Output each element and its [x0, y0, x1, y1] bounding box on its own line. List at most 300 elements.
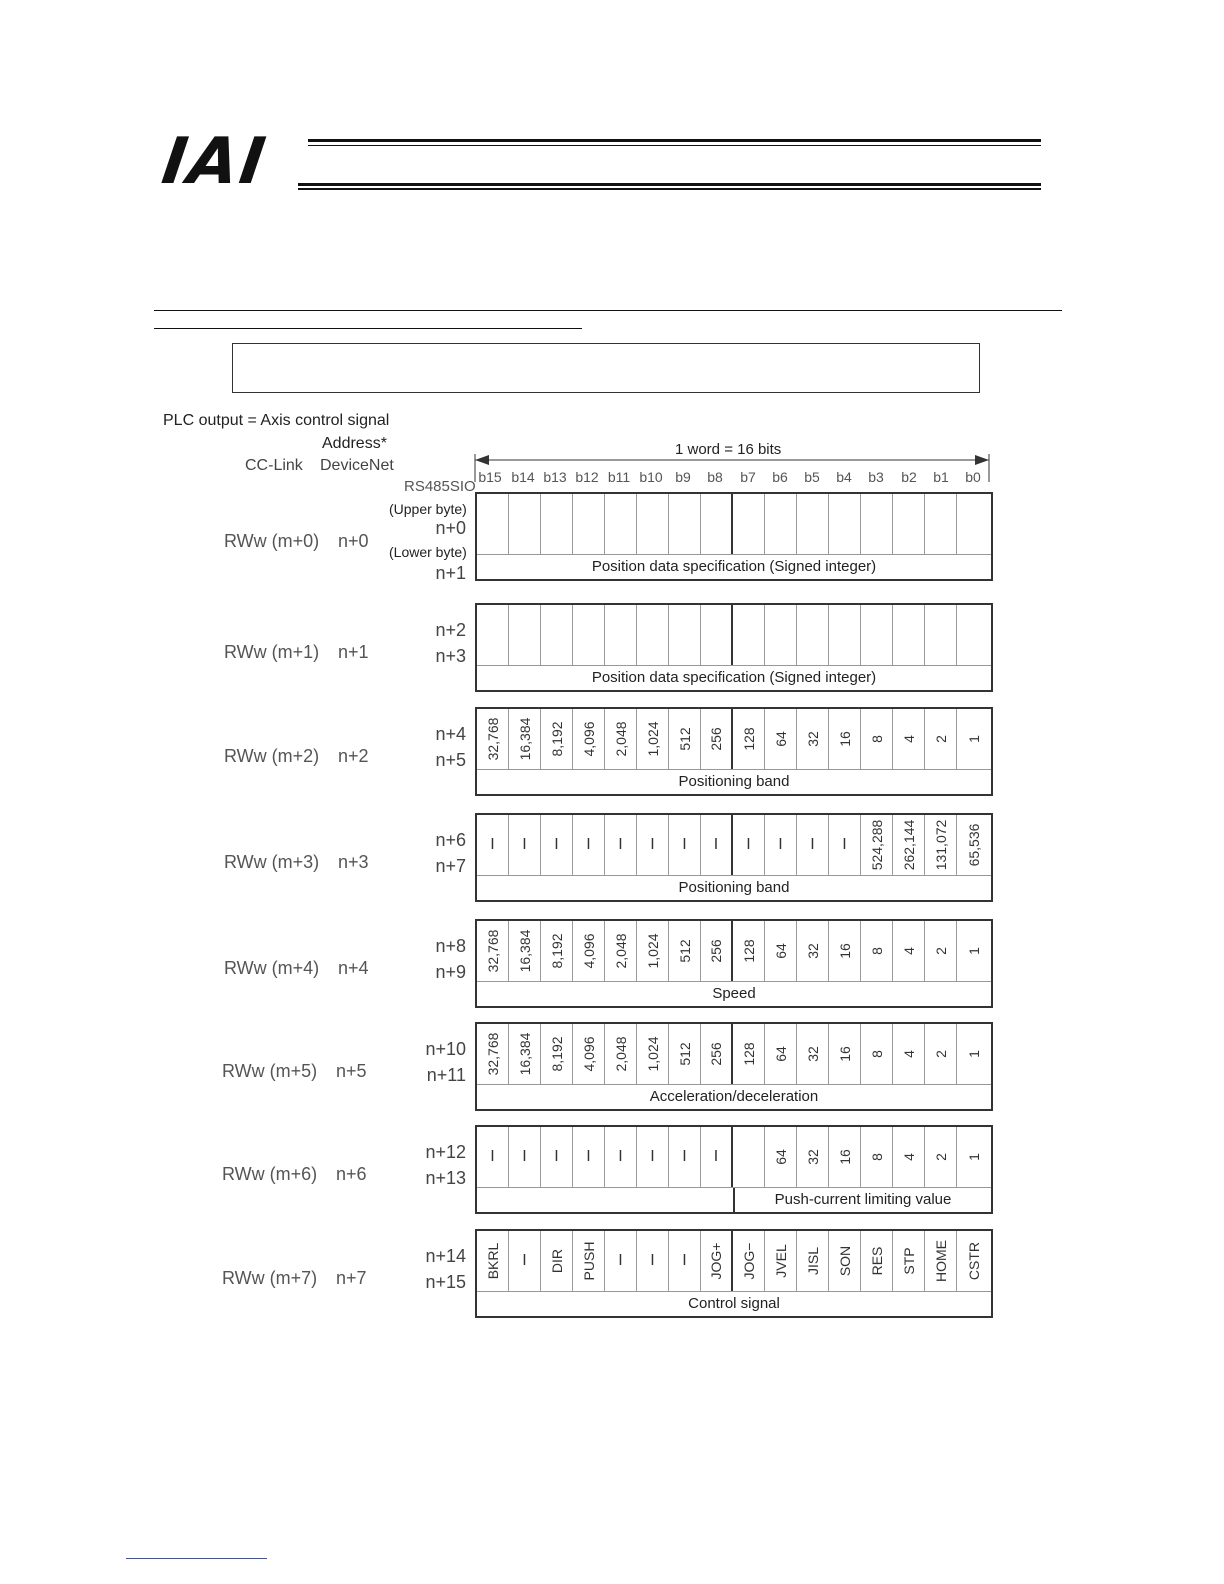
bit-value-label: 256	[708, 1042, 724, 1066]
bit-cell	[893, 1127, 925, 1187]
bit-value-label: 1,024	[644, 721, 661, 757]
bit-cell	[765, 1231, 797, 1291]
bit-cell	[797, 709, 829, 769]
bit-cell	[573, 494, 605, 554]
bit-cell	[605, 1024, 637, 1084]
bit-cell	[669, 815, 701, 875]
bit-cells	[477, 605, 991, 666]
bit-cell	[669, 1231, 701, 1291]
row-rs485-address-b: n+15	[425, 1272, 466, 1292]
bit-cell	[477, 1127, 509, 1187]
bit-cells	[477, 815, 991, 876]
bit-cell	[957, 921, 990, 981]
bit-cell	[765, 921, 797, 981]
bit-value-label: 2,048	[612, 1036, 629, 1072]
unused-bit-marker: I	[682, 836, 687, 853]
row-caption	[477, 1292, 991, 1316]
bit-cell	[829, 709, 861, 769]
address-label: Address*	[322, 435, 387, 452]
bit-value-label: SON	[836, 1245, 853, 1277]
bit-value-label: 16	[836, 1046, 853, 1062]
bit-value-label: 64	[772, 943, 789, 959]
bit-cell	[477, 1024, 509, 1084]
bit-value-label: 64	[772, 1046, 789, 1062]
bit-header-b5: b5	[804, 469, 820, 485]
bit-value-label: 128	[740, 1042, 757, 1066]
unused-bit-marker: I	[713, 836, 719, 853]
bit-cell	[509, 815, 541, 875]
bit-cell	[701, 815, 733, 875]
unused-bit-marker: I	[650, 836, 655, 853]
bit-cell	[637, 1231, 669, 1291]
bit-value-label: 16,384	[516, 1032, 533, 1076]
section-subrule	[154, 328, 582, 329]
bit-cell	[541, 709, 573, 769]
row-devicenet-address: n+3	[338, 852, 369, 872]
bit-cell	[509, 709, 541, 769]
bit-value-label: BKRL	[484, 1242, 501, 1280]
bit-cell	[541, 1127, 573, 1187]
header-rule-bottom-2	[298, 188, 1041, 190]
register-row-grid	[475, 707, 993, 796]
bit-value-label: 64	[772, 731, 789, 747]
unused-bit-marker: I	[713, 1148, 719, 1165]
section-rule	[154, 310, 1062, 311]
row-cclink-address: RWw (m+4)	[224, 958, 320, 978]
bit-cell	[733, 1231, 765, 1291]
bit-value-label: 128	[740, 939, 757, 963]
bit-cell	[509, 1127, 541, 1187]
bit-value-label: DIR	[548, 1248, 565, 1274]
bit-cell	[509, 921, 541, 981]
upper-byte-label: (Upper byte)	[389, 501, 467, 517]
bit-cells	[477, 1231, 991, 1292]
bit-value-label: 1	[965, 1153, 982, 1161]
bit-value-label: 32	[804, 731, 821, 747]
bit-cell	[829, 1024, 861, 1084]
bit-cell	[605, 1127, 637, 1187]
header-rule-top-1	[308, 139, 1041, 142]
bit-value-label: 4	[900, 947, 917, 955]
bit-value-label: PUSH	[580, 1241, 597, 1281]
bit-cell	[797, 605, 829, 665]
register-row-grid	[475, 1022, 993, 1111]
bit-cell	[765, 494, 797, 554]
row-caption	[477, 1188, 991, 1212]
bit-value-label: JVEL	[772, 1244, 789, 1278]
bit-cell	[669, 921, 701, 981]
bit-cell	[477, 709, 509, 769]
unused-bit-marker: I	[522, 1252, 527, 1269]
bit-cell	[765, 709, 797, 769]
row-caption-left	[477, 1188, 735, 1212]
bit-value-label: 2	[932, 735, 949, 743]
bit-cell	[701, 605, 733, 665]
row-rs485-address-b: n+11	[426, 1065, 466, 1085]
row-cclink-address: RWw (m+5)	[222, 1061, 318, 1081]
bit-cell	[605, 709, 637, 769]
bit-cell	[701, 494, 733, 554]
bit-cell	[765, 1024, 797, 1084]
bit-header-b2: b2	[901, 469, 917, 485]
bit-cell	[893, 921, 925, 981]
bit-cell	[541, 494, 573, 554]
unused-bit-marker: I	[650, 1252, 655, 1269]
bit-value-label: 2	[932, 1153, 949, 1161]
bit-cell	[573, 1127, 605, 1187]
bit-cell	[477, 494, 509, 554]
bit-header-b15: b15	[478, 469, 502, 485]
unused-bit-marker: I	[586, 1148, 591, 1165]
bit-cells	[477, 1127, 991, 1188]
bit-value-label: 131,072	[932, 819, 949, 871]
row-rs485-address-b: n+5	[435, 750, 466, 770]
bit-header-b6: b6	[772, 469, 788, 485]
register-row-grid	[475, 919, 993, 1008]
row-devicenet-address: n+5	[336, 1061, 367, 1081]
bit-header-b3: b3	[868, 469, 884, 485]
bit-header-b11: b11	[607, 469, 631, 485]
bit-cell	[957, 605, 990, 665]
row-caption	[477, 666, 991, 690]
bit-value-label: 32	[804, 1149, 821, 1165]
bit-value-label: 32	[804, 943, 821, 959]
bit-cell	[829, 494, 861, 554]
bit-cell	[605, 1231, 637, 1291]
bit-value-label: 32,768	[484, 929, 501, 973]
bit-value-label: 262,144	[900, 819, 917, 871]
row-caption-right: Push-current limiting value	[774, 1191, 952, 1208]
unused-bit-marker: I	[778, 836, 783, 853]
bit-cell	[893, 494, 925, 554]
row-caption	[477, 1085, 991, 1109]
row-caption	[477, 876, 991, 900]
row-caption-text: Position data specification (Signed integer)	[591, 669, 877, 686]
bit-cell	[701, 921, 733, 981]
row-cclink-address: RWw (m+7)	[222, 1268, 318, 1288]
row-rs485-address-b: n+1	[435, 563, 466, 583]
bit-cell	[925, 1127, 957, 1187]
bit-cell	[701, 1024, 733, 1084]
bit-cell	[509, 605, 541, 665]
bit-cell	[829, 815, 861, 875]
row-rs485-address-a: n+0	[435, 518, 466, 538]
bit-cell	[957, 815, 990, 875]
bit-cell	[637, 815, 669, 875]
bit-header-b12: b12	[575, 469, 599, 485]
bit-cell	[541, 1024, 573, 1084]
bit-value-label: 2,048	[612, 933, 629, 969]
bit-header-b7: b7	[740, 469, 756, 485]
bit-value-label: CSTR	[965, 1241, 982, 1281]
row-rs485-address-a: n+2	[435, 620, 466, 640]
bit-value-label: 128	[740, 727, 757, 751]
row-cclink-address: RWw (m+2)	[224, 746, 320, 766]
word-label: 1 word = 16 bits	[675, 441, 782, 458]
row-cclink-address: RWw (m+1)	[224, 642, 320, 662]
unused-bit-marker: I	[650, 1148, 655, 1165]
unused-bit-marker: I	[522, 836, 527, 853]
bit-value-label: 16	[836, 943, 853, 959]
bit-cell	[893, 815, 925, 875]
bit-value-label: 256	[708, 939, 724, 963]
bit-cells	[477, 1024, 991, 1085]
bit-cell	[541, 815, 573, 875]
bit-cell	[893, 709, 925, 769]
bit-value-label: 4	[900, 735, 917, 743]
bit-cell	[605, 605, 637, 665]
row-caption-text: Control signal	[688, 1295, 780, 1312]
bit-value-label: 8	[868, 1050, 885, 1058]
register-row-grid	[475, 492, 993, 581]
bit-value-label: 524,288	[868, 819, 885, 871]
bit-cell	[637, 709, 669, 769]
bit-cell	[861, 494, 893, 554]
bit-value-label: 16	[836, 731, 853, 747]
bit-cell	[957, 1127, 990, 1187]
bit-cell	[669, 1127, 701, 1187]
unused-bit-marker: I	[586, 836, 591, 853]
row-rs485-address-a: n+10	[425, 1039, 466, 1059]
row-rs485-address-b: n+13	[425, 1168, 466, 1188]
row-devicenet-address: n+0	[338, 531, 369, 551]
bit-value-label: JOG−	[740, 1242, 757, 1280]
bit-value-label: 16,384	[516, 717, 533, 761]
bit-cell	[573, 605, 605, 665]
bit-value-label: 64	[772, 1149, 789, 1165]
bit-cell	[573, 815, 605, 875]
unused-bit-marker: I	[618, 1148, 623, 1165]
bit-cell	[669, 494, 701, 554]
bit-cell	[797, 494, 829, 554]
bit-cell	[701, 709, 733, 769]
bit-cell	[669, 709, 701, 769]
row-rs485-address-a: n+8	[435, 936, 466, 956]
row-devicenet-address: n+1	[338, 642, 369, 662]
bit-cell	[957, 494, 990, 554]
bit-cell	[925, 815, 957, 875]
bit-cell	[957, 1231, 990, 1291]
bit-cell	[925, 1024, 957, 1084]
bit-cell	[605, 921, 637, 981]
unused-bit-marker: I	[618, 1252, 623, 1269]
row-rs485-address-a: n+12	[425, 1142, 466, 1162]
col-cclink: CC-Link	[245, 457, 303, 474]
row-caption-text: Positioning band	[678, 773, 790, 790]
bit-value-label: 4,096	[580, 721, 597, 757]
bit-cell	[541, 921, 573, 981]
register-row-grid	[475, 813, 993, 902]
row-rs485-address-a: n+4	[435, 724, 466, 744]
bit-value-label: 8	[868, 735, 885, 743]
bit-cell	[733, 921, 765, 981]
bit-cell	[733, 605, 765, 665]
row-devicenet-address: n+2	[338, 746, 369, 766]
bit-cell	[477, 1231, 509, 1291]
row-rs485-address-b: n+7	[435, 856, 466, 876]
bit-cell	[797, 815, 829, 875]
bit-header-b10: b10	[639, 469, 663, 485]
bit-value-label: RES	[868, 1246, 885, 1276]
bit-value-label: 1,024	[644, 1036, 661, 1072]
bit-cell	[765, 1127, 797, 1187]
bit-header-b14: b14	[511, 469, 535, 485]
unused-bit-marker: I	[682, 1148, 687, 1165]
diagram-title: PLC output = Axis control signal	[163, 412, 390, 429]
bit-cell	[477, 605, 509, 665]
register-row-grid	[475, 1125, 993, 1214]
row-caption-text: Positioning band	[678, 879, 790, 896]
bit-cell	[893, 1024, 925, 1084]
bit-cell	[637, 1024, 669, 1084]
bit-cell	[637, 921, 669, 981]
bit-value-label: 8,192	[548, 721, 565, 757]
bit-cells	[477, 921, 991, 982]
bit-cell	[861, 921, 893, 981]
bit-cell	[861, 815, 893, 875]
bit-cell	[605, 815, 637, 875]
bit-cell	[541, 1231, 573, 1291]
bit-cell	[829, 605, 861, 665]
row-caption-text: Position data specification (Signed integer)	[591, 558, 877, 575]
unused-bit-marker: I	[618, 836, 623, 853]
footer-link-underline	[126, 1558, 267, 1559]
bit-cell	[477, 921, 509, 981]
bit-value-label: 1,024	[644, 933, 661, 969]
bit-value-label: 16,384	[516, 929, 533, 973]
bit-cells	[477, 494, 991, 555]
row-rs485-address-a: n+14	[425, 1246, 466, 1266]
bit-cell	[573, 709, 605, 769]
row-devicenet-address: n+6	[336, 1164, 367, 1184]
bit-header-b13: b13	[543, 469, 567, 485]
bit-value-label: 1	[965, 947, 982, 955]
bit-cell	[637, 1127, 669, 1187]
bit-cell	[797, 1127, 829, 1187]
unused-bit-marker: I	[554, 1148, 559, 1165]
bit-cell	[573, 1024, 605, 1084]
bit-value-label: 2	[932, 947, 949, 955]
bit-cell	[797, 1231, 829, 1291]
bit-value-label: JISL	[804, 1246, 821, 1276]
bit-cell	[765, 605, 797, 665]
bit-cell	[733, 1024, 765, 1084]
bit-value-label: 4	[900, 1153, 917, 1161]
bit-cell	[861, 1127, 893, 1187]
bit-value-label: 2	[932, 1050, 949, 1058]
row-devicenet-address: n+7	[336, 1268, 367, 1288]
bit-value-label: 1	[965, 735, 982, 743]
bit-cell	[509, 494, 541, 554]
bit-cell	[893, 605, 925, 665]
bit-value-label: 8,192	[548, 933, 565, 969]
bit-cell	[893, 1231, 925, 1291]
row-devicenet-address: n+4	[338, 958, 369, 978]
bit-cell	[733, 815, 765, 875]
bit-value-label: 4	[900, 1050, 917, 1058]
bit-header-b4: b4	[836, 469, 852, 485]
row-rs485-address-b: n+3	[435, 646, 466, 666]
row-caption	[477, 555, 991, 579]
bit-cell	[701, 1127, 733, 1187]
bit-value-label: 512	[676, 1042, 693, 1066]
bit-value-label: JOG+	[708, 1242, 724, 1280]
unused-bit-marker: I	[842, 836, 847, 853]
bit-cell	[925, 1231, 957, 1291]
bit-value-label: 256	[708, 727, 724, 751]
bit-value-label: STP	[900, 1247, 917, 1275]
bit-cell	[573, 921, 605, 981]
bit-value-label: 32,768	[484, 717, 501, 761]
row-cclink-address: RWw (m+6)	[222, 1164, 318, 1184]
bit-value-label: 8	[868, 1153, 885, 1161]
bit-header-b1: b1	[933, 469, 949, 485]
bit-cell	[509, 1231, 541, 1291]
unused-bit-marker: I	[682, 1252, 687, 1269]
bit-cell	[925, 494, 957, 554]
bit-value-label: 16	[836, 1149, 853, 1165]
bit-cell	[861, 605, 893, 665]
bit-cell	[861, 1231, 893, 1291]
unused-bit-marker: I	[522, 1148, 527, 1165]
bit-cell	[541, 605, 573, 665]
bit-cell	[957, 1024, 990, 1084]
bit-value-label: 4,096	[580, 1036, 597, 1072]
row-rs485-address-b: n+9	[435, 962, 466, 982]
header-rule-top-2	[308, 145, 1041, 146]
bit-cell	[477, 815, 509, 875]
bit-cells	[477, 709, 991, 770]
bit-cell	[637, 494, 669, 554]
bit-value-label: 32	[804, 1046, 821, 1062]
title-frame	[232, 343, 980, 393]
col-devicenet: DeviceNet	[320, 457, 394, 474]
bit-cell	[925, 921, 957, 981]
bit-cell	[861, 709, 893, 769]
bit-value-label: 1	[965, 1050, 982, 1058]
bit-value-label: 4,096	[580, 933, 597, 969]
register-row-grid	[475, 603, 993, 692]
iai-logo: IAI	[157, 125, 272, 199]
bit-cell	[573, 1231, 605, 1291]
bit-value-label: 32,768	[484, 1032, 501, 1076]
col-rs485: RS485SIO	[404, 478, 476, 495]
bit-cell	[829, 1231, 861, 1291]
unused-bit-marker: I	[554, 836, 559, 853]
bit-cell	[797, 921, 829, 981]
bit-cell	[637, 605, 669, 665]
bit-cell	[733, 1127, 765, 1187]
row-caption	[477, 982, 991, 1006]
row-cclink-address: RWw (m+0)	[224, 531, 320, 551]
bit-cell	[765, 815, 797, 875]
lower-byte-label: (Lower byte)	[389, 544, 467, 560]
bit-header-b9: b9	[675, 469, 691, 485]
bit-cell	[733, 709, 765, 769]
row-caption-text: Acceleration/deceleration	[649, 1088, 819, 1105]
bit-cell	[733, 494, 765, 554]
row-caption	[477, 770, 991, 794]
bit-cell	[797, 1024, 829, 1084]
bit-cell	[605, 494, 637, 554]
unused-bit-marker: I	[746, 836, 751, 853]
bit-value-label: 512	[676, 939, 693, 963]
bit-value-label: 8	[868, 947, 885, 955]
bit-cell	[861, 1024, 893, 1084]
bit-cell	[829, 921, 861, 981]
row-caption-text: Speed	[712, 985, 756, 1002]
bit-value-label: 65,536	[965, 823, 982, 867]
